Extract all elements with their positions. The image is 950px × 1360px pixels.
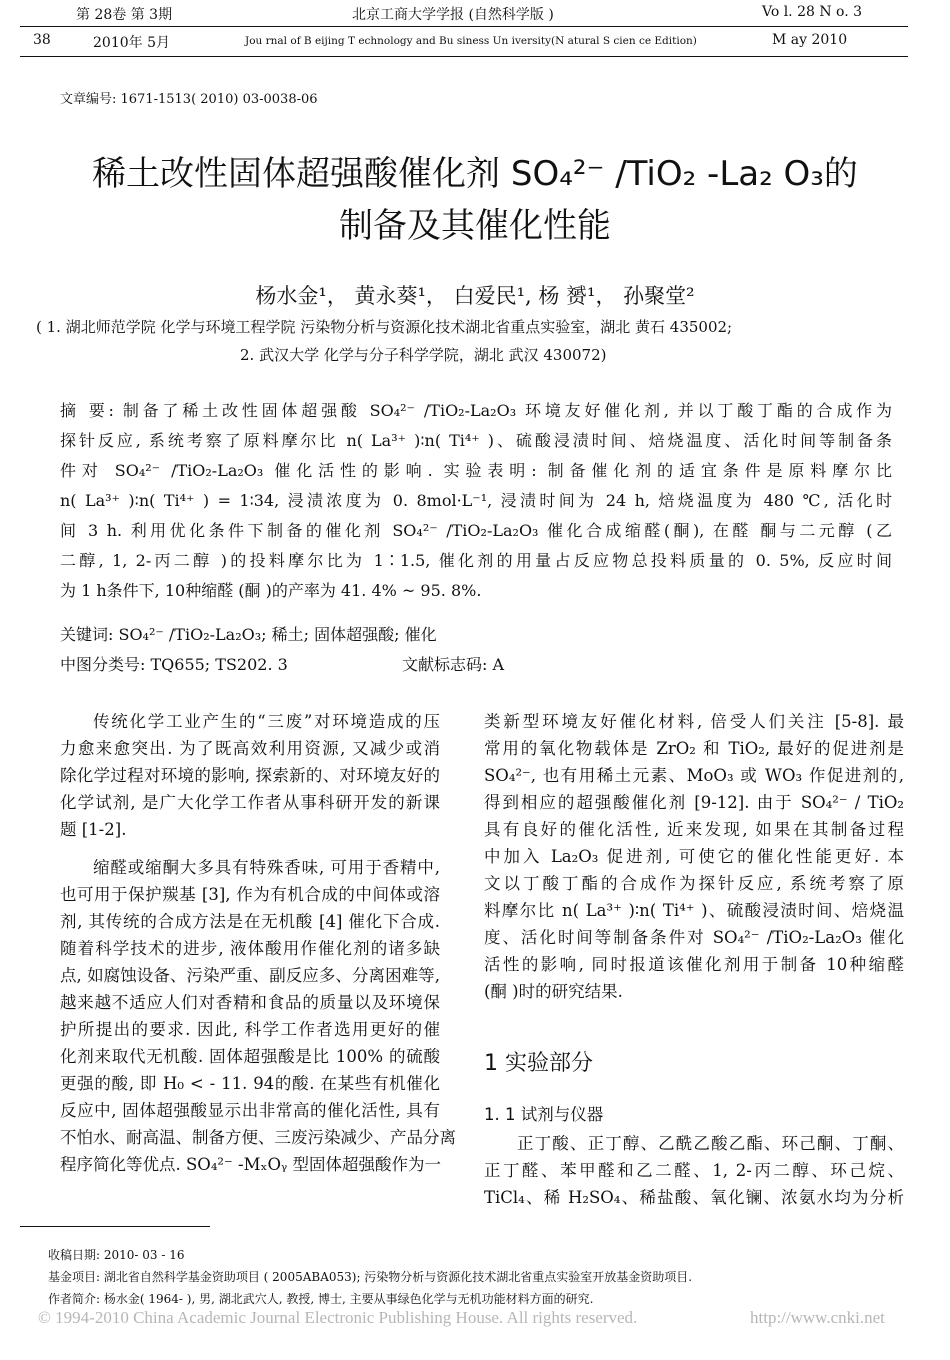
body-line: TiCl₄、稀 H₂SO₄、稀盐酸、氧化镧、浓氨水均为分析 xyxy=(484,1188,904,1207)
body-line: 正丁醛、苯甲醛和乙二醛、1, 2-丙二醇、环己烷、 xyxy=(484,1161,904,1180)
abstract-line: n( La³⁺ )∶n( Ti⁴⁺ ) = 1∶34, 浸渍浓度为 0. 8mol·L⁻¹, 浸渍时间为 24 h, 焙烧温度为 480 ℃, 活化时 xyxy=(60,491,892,510)
keywords: 关键词: SO₄²⁻ /TiO₂-La₂O₃; 稀土; 固体超强酸; 催化 xyxy=(60,625,437,644)
body-line: 除化学过程对环境的影响, 探索新的、对环境友好的 xyxy=(60,766,440,785)
copyright-notice: © 1994-2010 China Academic Journal Electronic Publishing House. All rights reserved. xyxy=(38,1308,638,1327)
footnote-rule xyxy=(20,1226,210,1227)
footnote-author: 作者简介: 杨水金( 1964- ), 男, 湖北武穴人, 教授, 博士, 主要从事绿色化学与无机功能材料方面的研究. xyxy=(48,1292,594,1306)
section-heading: 1 实验部分 xyxy=(484,1051,593,1076)
header-journal-cn: 北京工商大学学报 (自然科学版 ) xyxy=(352,7,554,23)
author-list: 杨水金¹， 黄永葵¹， 白爱民¹, 杨 赟¹， 孙聚堂² xyxy=(255,284,695,308)
body-line: 力愈来愈突出. 为了既高效利用资源, 又减少或消 xyxy=(60,739,440,758)
body-line: 越来越不适应人们对香精和食品的质量以及环境保 xyxy=(60,993,440,1012)
body-line: 更强的酸, 即 H₀ < - 11. 94的酸. 在某些有机催化 xyxy=(60,1074,440,1093)
header-date-cn: 2010年 5月 xyxy=(93,35,170,51)
cnki-link[interactable]: http://www.cnki.net xyxy=(750,1308,885,1327)
body-line: 正丁酸、正丁醇、乙酰乙酸乙酯、环己酮、丁酮、 xyxy=(517,1134,904,1153)
abstract-line: 件对 SO₄²⁻ /TiO₂-La₂O₃ 催化活性的影响. 实验表明: 制备催化剂的适宜条件是原料摩尔比 xyxy=(60,461,892,480)
header-journal-en: Jou rnal of B eijing T echnology and Bu siness Un iversity(N atural S cien ce Edition) xyxy=(245,35,697,47)
body-line: SO₄²⁻, 也有用稀土元素、MoO₃ 或 WO₃ 作促进剂的, xyxy=(484,766,904,785)
body-line: 度、活化时间等制备条件对 SO₄²⁻ /TiO₂-La₂O₃ 催化 xyxy=(484,928,904,947)
footnote-received: 收稿日期: 2010- 03 - 16 xyxy=(48,1248,185,1262)
title-line-1: 稀土改性固体超强酸催化剂 SO₄²⁻ /TiO₂ -La₂ O₃的 xyxy=(92,154,858,194)
article-number: 文章编号: 1671-1513( 2010) 03-0038-06 xyxy=(60,92,318,107)
body-line: 缩醛或缩酮大多具有特殊香味, 可用于香精中, xyxy=(93,858,440,877)
abstract-line: 为 1 h条件下, 10种缩醛 (酮 )的产率为 41. 4% ~ 95. 8%. xyxy=(60,581,482,600)
body-line: 剂, 其传统的合成方法是在无机酸 [4] 催化下合成. xyxy=(60,912,440,931)
body-line: 具有良好的催化活性, 近来发现, 如果在其制备过程 xyxy=(484,820,904,839)
body-line: 随着科学技术的进步, 液体酸用作催化剂的诸多缺 xyxy=(60,939,440,958)
subsection-heading: 1. 1 试剂与仪器 xyxy=(484,1105,604,1124)
page-number: 38 xyxy=(33,32,51,48)
body-line: 护所提出的要求. 因此, 科学工作者选用更好的催 xyxy=(60,1020,440,1039)
body-line: 不怕水、耐高温、制备方便、三废污染减少、产品分离 xyxy=(60,1128,456,1147)
body-line: 得到相应的超强酸催化剂 [9-12]. 由于 SO₄²⁻ / TiO₂ xyxy=(484,793,904,812)
abstract-line: 间 3 h. 利用优化条件下制备的催化剂 SO₄²⁻ /TiO₂-La₂O₃ 催化合成缩醛(酮), 在醛 酮与二元醇 (乙 xyxy=(60,521,892,540)
abstract-line: 摘 要: 制备了稀土改性固体超强酸 SO₄²⁻ /TiO₂-La₂O₃ 环境友好催化剂, 并以丁酸丁酯的合成作为 xyxy=(60,401,892,420)
header-date-en: M ay 2010 xyxy=(772,32,848,48)
abstract-line: 探针反应, 系统考察了原料摩尔比 n( La³⁺ )∶n( Ti⁴⁺ )、硫酸浸渍时间、焙烧温度、活化时间等制备条 xyxy=(60,431,892,450)
body-line: 中加入 La₂O₃ 促进剂, 可使它的催化性能更好. 本 xyxy=(484,847,904,866)
header-rule-bottom xyxy=(20,56,908,57)
body-line: 传统化学工业产生的“三废”对环境造成的压 xyxy=(93,712,440,731)
body-line: 程序简化等优点. SO₄²⁻ -MₓOᵧ 型固体超强酸作为一 xyxy=(60,1155,441,1174)
body-line: 点, 如腐蚀设备、污染严重、副反应多、分离困难等, xyxy=(60,966,440,985)
affiliation-2: 2. 武汉大学 化学与分子科学学院，湖北 武汉 430072) xyxy=(240,346,607,364)
body-line: 化剂来取代无机酸. 固体超强酸是比 100% 的硫酸 xyxy=(60,1047,440,1066)
body-line: 活性的影响, 同时报道该催化剂用于制备 10种缩醛 xyxy=(484,955,904,974)
body-line: 类新型环境友好催化材料, 倍受人们关注 [5-8]. 最 xyxy=(484,712,904,731)
body-line: 文以丁酸丁酯的合成作为探针反应, 系统考察了原 xyxy=(484,874,904,893)
abstract-line: 二醇, 1, 2-丙二醇 )的投料摩尔比为 1∶1.5, 催化剂的用量占反应物总投料质量的 0. 5%, 反应时间 xyxy=(60,551,892,570)
title-line-2: 制备及其催化性能 xyxy=(339,206,611,246)
header-rule-top xyxy=(20,26,908,27)
header-volume-cn: 第 28卷 第 3期 xyxy=(76,7,173,23)
body-line: 反应中, 固体超强酸显示出非常高的催化活性, 具有 xyxy=(60,1101,440,1120)
footnote-funding: 基金项目: 湖北省自然科学基金资助项目 ( 2005ABA053); 污染物分析与资源化技术湖北省重点实验室开放基金资助项目. xyxy=(48,1270,693,1284)
document-code: 文献标志码: A xyxy=(402,655,505,674)
body-line: 也可用于保护羰基 [3], 作为有机合成的中间体或溶 xyxy=(60,885,440,904)
body-line: (酮 )时的研究结果. xyxy=(484,982,623,1001)
body-line: 常用的氧化物载体是 ZrO₂ 和 TiO₂, 最好的促进剂是 xyxy=(484,739,904,758)
body-line: 题 [1-2]. xyxy=(60,820,127,839)
clc-number: 中图分类号: TQ655; TS202. 3 xyxy=(60,655,288,674)
affiliation-1: ( 1. 湖北师范学院 化学与环境工程学院 污染物分析与资源化技术湖北省重点实验室，湖北 黄石 435002; xyxy=(36,318,733,336)
body-line: 化学试剂, 是广大化学工作者从事科研开发的新课 xyxy=(60,793,440,812)
body-line: 料摩尔比 n( La³⁺ )∶n( Ti⁴⁺ )、硫酸浸渍时间、焙烧温 xyxy=(484,901,904,920)
header-volume-en: Vo l. 28 N o. 3 xyxy=(762,4,863,20)
